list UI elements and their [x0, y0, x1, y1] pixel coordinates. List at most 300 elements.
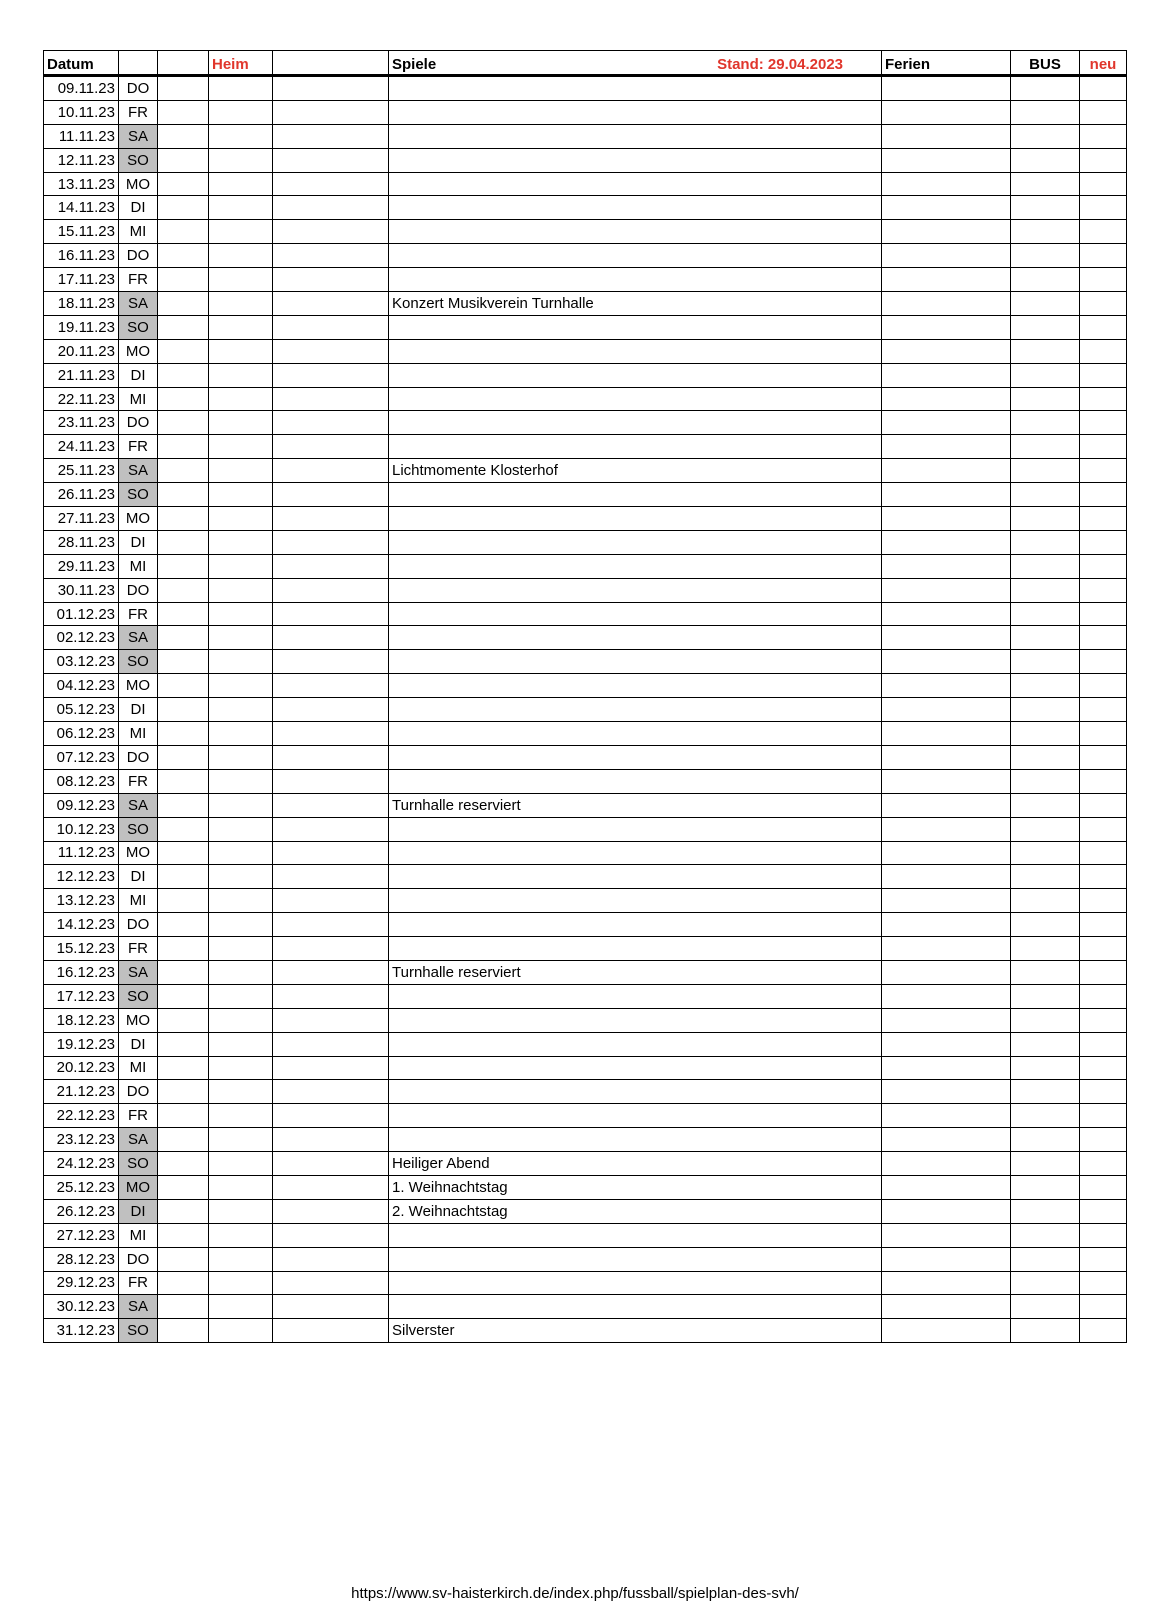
ferien-cell	[882, 865, 1011, 889]
neu-cell	[1080, 1271, 1127, 1295]
event-cell	[389, 220, 882, 244]
neu-cell	[1080, 387, 1127, 411]
bus-cell	[1011, 315, 1080, 339]
bus-cell	[1011, 554, 1080, 578]
table-row	[44, 148, 1127, 172]
heim-cell	[209, 1247, 273, 1271]
weekday-cell: SO	[119, 1152, 158, 1176]
empty-cell	[273, 674, 389, 698]
bus-cell	[1011, 1223, 1080, 1247]
weekday-cell: DI	[119, 1199, 158, 1223]
heim-cell	[209, 1223, 273, 1247]
date-cell: 25.11.23	[44, 459, 119, 483]
empty-cell	[273, 1104, 389, 1128]
heim-cell	[209, 650, 273, 674]
neu-cell	[1080, 793, 1127, 817]
ferien-cell	[882, 913, 1011, 937]
bus-cell	[1011, 722, 1080, 746]
date-cell: 08.12.23	[44, 769, 119, 793]
ferien-cell	[882, 745, 1011, 769]
neu-cell	[1080, 1295, 1127, 1319]
heim-cell	[209, 268, 273, 292]
date-cell: 01.12.23	[44, 602, 119, 626]
empty-cell	[158, 530, 209, 554]
ferien-cell	[882, 435, 1011, 459]
ferien-cell	[882, 148, 1011, 172]
empty-cell	[158, 937, 209, 961]
heim-cell	[209, 1271, 273, 1295]
date-cell: 09.11.23	[44, 76, 119, 101]
neu-cell	[1080, 100, 1127, 124]
ferien-cell	[882, 483, 1011, 507]
bus-cell	[1011, 1247, 1080, 1271]
event-cell	[389, 913, 882, 937]
date-cell: 29.11.23	[44, 554, 119, 578]
weekday-cell: SA	[119, 626, 158, 650]
weekday-cell: DI	[119, 530, 158, 554]
empty-cell	[273, 459, 389, 483]
weekday-cell: MO	[119, 1008, 158, 1032]
neu-cell	[1080, 459, 1127, 483]
event-cell	[389, 937, 882, 961]
empty-cell	[158, 960, 209, 984]
weekday-cell: SO	[119, 315, 158, 339]
ferien-cell	[882, 698, 1011, 722]
table-row	[44, 220, 1127, 244]
heim-cell	[209, 1175, 273, 1199]
table-row	[44, 1223, 1127, 1247]
empty-cell	[158, 483, 209, 507]
bus-cell	[1011, 1080, 1080, 1104]
heim-cell	[209, 172, 273, 196]
event-cell	[389, 1104, 882, 1128]
date-cell: 21.11.23	[44, 363, 119, 387]
weekday-cell: FR	[119, 1104, 158, 1128]
empty-cell	[158, 1319, 209, 1343]
ferien-cell	[882, 817, 1011, 841]
weekday-cell: SA	[119, 292, 158, 316]
weekday-cell: MI	[119, 889, 158, 913]
event-cell	[389, 1032, 882, 1056]
neu-cell	[1080, 244, 1127, 268]
header-col5	[273, 51, 389, 76]
ferien-cell	[882, 960, 1011, 984]
empty-cell	[158, 722, 209, 746]
date-cell: 30.12.23	[44, 1295, 119, 1319]
date-cell: 16.11.23	[44, 244, 119, 268]
table-row	[44, 937, 1127, 961]
weekday-cell: DI	[119, 698, 158, 722]
event-cell	[389, 626, 882, 650]
ferien-cell	[882, 1271, 1011, 1295]
heim-cell	[209, 148, 273, 172]
event-cell	[389, 650, 882, 674]
table-row	[44, 124, 1127, 148]
table-row	[44, 483, 1127, 507]
weekday-cell: DI	[119, 865, 158, 889]
date-cell: 16.12.23	[44, 960, 119, 984]
heim-cell	[209, 889, 273, 913]
ferien-cell	[882, 1247, 1011, 1271]
table-row	[44, 602, 1127, 626]
weekday-cell: MI	[119, 722, 158, 746]
empty-cell	[158, 769, 209, 793]
table-row	[44, 1032, 1127, 1056]
table-row	[44, 315, 1127, 339]
heim-cell	[209, 292, 273, 316]
date-cell: 30.11.23	[44, 578, 119, 602]
neu-cell	[1080, 650, 1127, 674]
event-cell: Turnhalle reserviert	[389, 960, 882, 984]
empty-cell	[273, 722, 389, 746]
bus-cell	[1011, 817, 1080, 841]
heim-cell	[209, 626, 273, 650]
empty-cell	[273, 1008, 389, 1032]
weekday-cell: DO	[119, 244, 158, 268]
date-cell: 17.11.23	[44, 268, 119, 292]
weekday-cell: DO	[119, 411, 158, 435]
event-cell	[389, 841, 882, 865]
neu-cell	[1080, 1104, 1127, 1128]
ferien-cell	[882, 1295, 1011, 1319]
date-cell: 17.12.23	[44, 984, 119, 1008]
table-row	[44, 1319, 1127, 1343]
date-cell: 29.12.23	[44, 1271, 119, 1295]
ferien-cell	[882, 1223, 1011, 1247]
footer-url: https://www.sv-haisterkirch.de/index.php/fussball/spielplan-des-svh/	[351, 1585, 799, 1602]
neu-cell	[1080, 339, 1127, 363]
empty-cell	[158, 1175, 209, 1199]
weekday-cell: FR	[119, 1271, 158, 1295]
ferien-cell	[882, 172, 1011, 196]
bus-cell	[1011, 913, 1080, 937]
event-cell	[389, 769, 882, 793]
weekday-cell: MI	[119, 220, 158, 244]
event-cell	[389, 172, 882, 196]
header-spiele: Spiele	[392, 56, 437, 73]
bus-cell	[1011, 1175, 1080, 1199]
empty-cell	[273, 1295, 389, 1319]
event-cell	[389, 124, 882, 148]
table-row	[44, 1175, 1127, 1199]
empty-cell	[158, 76, 209, 101]
bus-cell	[1011, 483, 1080, 507]
neu-cell	[1080, 602, 1127, 626]
empty-cell	[273, 650, 389, 674]
bus-cell	[1011, 1319, 1080, 1343]
event-cell	[389, 196, 882, 220]
heim-cell	[209, 363, 273, 387]
neu-cell	[1080, 841, 1127, 865]
empty-cell	[158, 507, 209, 531]
weekday-cell: SO	[119, 148, 158, 172]
empty-cell	[158, 698, 209, 722]
heim-cell	[209, 76, 273, 101]
event-cell	[389, 698, 882, 722]
empty-cell	[158, 1295, 209, 1319]
table-row	[44, 1271, 1127, 1295]
bus-cell	[1011, 1032, 1080, 1056]
date-cell: 11.11.23	[44, 124, 119, 148]
bus-cell	[1011, 602, 1080, 626]
weekday-cell: SO	[119, 1319, 158, 1343]
table-row	[44, 172, 1127, 196]
empty-cell	[273, 1319, 389, 1343]
neu-cell	[1080, 435, 1127, 459]
weekday-cell: MI	[119, 554, 158, 578]
heim-cell	[209, 1199, 273, 1223]
neu-cell	[1080, 363, 1127, 387]
bus-cell	[1011, 889, 1080, 913]
heim-cell	[209, 124, 273, 148]
neu-cell	[1080, 578, 1127, 602]
ferien-cell	[882, 650, 1011, 674]
empty-cell	[158, 817, 209, 841]
weekday-cell: FR	[119, 769, 158, 793]
table-row	[44, 626, 1127, 650]
weekday-cell: FR	[119, 100, 158, 124]
event-cell	[389, 530, 882, 554]
neu-cell	[1080, 530, 1127, 554]
ferien-cell	[882, 76, 1011, 101]
bus-cell	[1011, 435, 1080, 459]
date-cell: 24.12.23	[44, 1152, 119, 1176]
heim-cell	[209, 1080, 273, 1104]
empty-cell	[273, 626, 389, 650]
ferien-cell	[882, 554, 1011, 578]
header-ferien: Ferien	[882, 51, 1011, 76]
table-row	[44, 363, 1127, 387]
bus-cell	[1011, 172, 1080, 196]
event-cell	[389, 148, 882, 172]
event-cell	[389, 411, 882, 435]
bus-cell	[1011, 1271, 1080, 1295]
event-cell	[389, 315, 882, 339]
table-row	[44, 554, 1127, 578]
date-cell: 26.11.23	[44, 483, 119, 507]
weekday-cell: MI	[119, 1056, 158, 1080]
heim-cell	[209, 530, 273, 554]
date-cell: 05.12.23	[44, 698, 119, 722]
date-cell: 13.12.23	[44, 889, 119, 913]
ferien-cell	[882, 507, 1011, 531]
empty-cell	[273, 220, 389, 244]
event-cell: 2. Weihnachtstag	[389, 1199, 882, 1223]
empty-cell	[273, 865, 389, 889]
bus-cell	[1011, 124, 1080, 148]
table-row	[44, 817, 1127, 841]
neu-cell	[1080, 626, 1127, 650]
neu-cell	[1080, 220, 1127, 244]
weekday-cell: FR	[119, 435, 158, 459]
empty-cell	[158, 865, 209, 889]
event-cell	[389, 674, 882, 698]
ferien-cell	[882, 626, 1011, 650]
date-cell: 22.12.23	[44, 1104, 119, 1128]
header-bus: BUS	[1011, 51, 1080, 76]
date-cell: 10.12.23	[44, 817, 119, 841]
ferien-cell	[882, 315, 1011, 339]
date-cell: 02.12.23	[44, 626, 119, 650]
neu-cell	[1080, 745, 1127, 769]
table-row	[44, 769, 1127, 793]
schedule-sheet	[43, 50, 1126, 1343]
weekday-cell: DO	[119, 913, 158, 937]
date-cell: 14.12.23	[44, 913, 119, 937]
header-day	[119, 51, 158, 76]
heim-cell	[209, 100, 273, 124]
header-row	[44, 51, 1127, 76]
ferien-cell	[882, 1056, 1011, 1080]
table-row	[44, 1056, 1127, 1080]
bus-cell	[1011, 698, 1080, 722]
date-cell: 06.12.23	[44, 722, 119, 746]
ferien-cell	[882, 769, 1011, 793]
event-cell: Heiliger Abend	[389, 1152, 882, 1176]
neu-cell	[1080, 554, 1127, 578]
weekday-cell: SO	[119, 817, 158, 841]
table-row	[44, 722, 1127, 746]
empty-cell	[273, 602, 389, 626]
empty-cell	[158, 459, 209, 483]
neu-cell	[1080, 411, 1127, 435]
bus-cell	[1011, 674, 1080, 698]
ferien-cell	[882, 793, 1011, 817]
table-row	[44, 292, 1127, 316]
header-stand: Stand: 29.04.2023	[717, 56, 843, 73]
bus-cell	[1011, 530, 1080, 554]
ferien-cell	[882, 530, 1011, 554]
bus-cell	[1011, 841, 1080, 865]
empty-cell	[273, 745, 389, 769]
ferien-cell	[882, 674, 1011, 698]
heim-cell	[209, 602, 273, 626]
empty-cell	[158, 674, 209, 698]
weekday-cell: MO	[119, 507, 158, 531]
table-row	[44, 793, 1127, 817]
empty-cell	[273, 483, 389, 507]
empty-cell	[273, 960, 389, 984]
heim-cell	[209, 745, 273, 769]
empty-cell	[273, 411, 389, 435]
bus-cell	[1011, 268, 1080, 292]
bus-cell	[1011, 220, 1080, 244]
table-row	[44, 1295, 1127, 1319]
bus-cell	[1011, 339, 1080, 363]
heim-cell	[209, 698, 273, 722]
table-row	[44, 459, 1127, 483]
date-cell: 18.12.23	[44, 1008, 119, 1032]
event-cell: Silverster	[389, 1319, 882, 1343]
date-cell: 20.12.23	[44, 1056, 119, 1080]
neu-cell	[1080, 674, 1127, 698]
neu-cell	[1080, 315, 1127, 339]
header-neu: neu	[1080, 51, 1127, 76]
bus-cell	[1011, 411, 1080, 435]
empty-cell	[273, 817, 389, 841]
table-row	[44, 578, 1127, 602]
empty-cell	[158, 578, 209, 602]
ferien-cell	[882, 459, 1011, 483]
date-cell: 07.12.23	[44, 745, 119, 769]
empty-cell	[273, 554, 389, 578]
ferien-cell	[882, 602, 1011, 626]
table-row	[44, 1008, 1127, 1032]
heim-cell	[209, 769, 273, 793]
neu-cell	[1080, 1056, 1127, 1080]
weekday-cell: MO	[119, 674, 158, 698]
empty-cell	[273, 1223, 389, 1247]
empty-cell	[158, 435, 209, 459]
empty-cell	[273, 363, 389, 387]
bus-cell	[1011, 100, 1080, 124]
neu-cell	[1080, 124, 1127, 148]
event-cell	[389, 363, 882, 387]
empty-cell	[158, 172, 209, 196]
empty-cell	[273, 793, 389, 817]
weekday-cell: SO	[119, 483, 158, 507]
table-row	[44, 698, 1127, 722]
date-cell: 03.12.23	[44, 650, 119, 674]
neu-cell	[1080, 1152, 1127, 1176]
weekday-cell: MI	[119, 1223, 158, 1247]
empty-cell	[158, 363, 209, 387]
empty-cell	[158, 626, 209, 650]
neu-cell	[1080, 698, 1127, 722]
date-cell: 18.11.23	[44, 292, 119, 316]
neu-cell	[1080, 1319, 1127, 1343]
event-cell	[389, 817, 882, 841]
empty-cell	[273, 769, 389, 793]
heim-cell	[209, 937, 273, 961]
event-cell	[389, 745, 882, 769]
heim-cell	[209, 220, 273, 244]
weekday-cell: DI	[119, 363, 158, 387]
ferien-cell	[882, 244, 1011, 268]
ferien-cell	[882, 411, 1011, 435]
event-cell	[389, 507, 882, 531]
date-cell: 20.11.23	[44, 339, 119, 363]
date-cell: 21.12.23	[44, 1080, 119, 1104]
bus-cell	[1011, 650, 1080, 674]
event-cell	[389, 554, 882, 578]
date-cell: 13.11.23	[44, 172, 119, 196]
table-row	[44, 913, 1127, 937]
heim-cell	[209, 554, 273, 578]
heim-cell	[209, 674, 273, 698]
bus-cell	[1011, 196, 1080, 220]
table-row	[44, 1247, 1127, 1271]
table-row	[44, 1152, 1127, 1176]
table-row	[44, 435, 1127, 459]
neu-cell	[1080, 984, 1127, 1008]
neu-cell	[1080, 172, 1127, 196]
empty-cell	[273, 1056, 389, 1080]
date-cell: 09.12.23	[44, 793, 119, 817]
bus-cell	[1011, 1152, 1080, 1176]
empty-cell	[158, 411, 209, 435]
empty-cell	[273, 507, 389, 531]
heim-cell	[209, 507, 273, 531]
ferien-cell	[882, 196, 1011, 220]
table-row	[44, 244, 1127, 268]
heim-cell	[209, 1128, 273, 1152]
ferien-cell	[882, 268, 1011, 292]
date-cell: 24.11.23	[44, 435, 119, 459]
date-cell: 28.11.23	[44, 530, 119, 554]
date-cell: 12.11.23	[44, 148, 119, 172]
event-cell: Lichtmomente Klosterhof	[389, 459, 882, 483]
